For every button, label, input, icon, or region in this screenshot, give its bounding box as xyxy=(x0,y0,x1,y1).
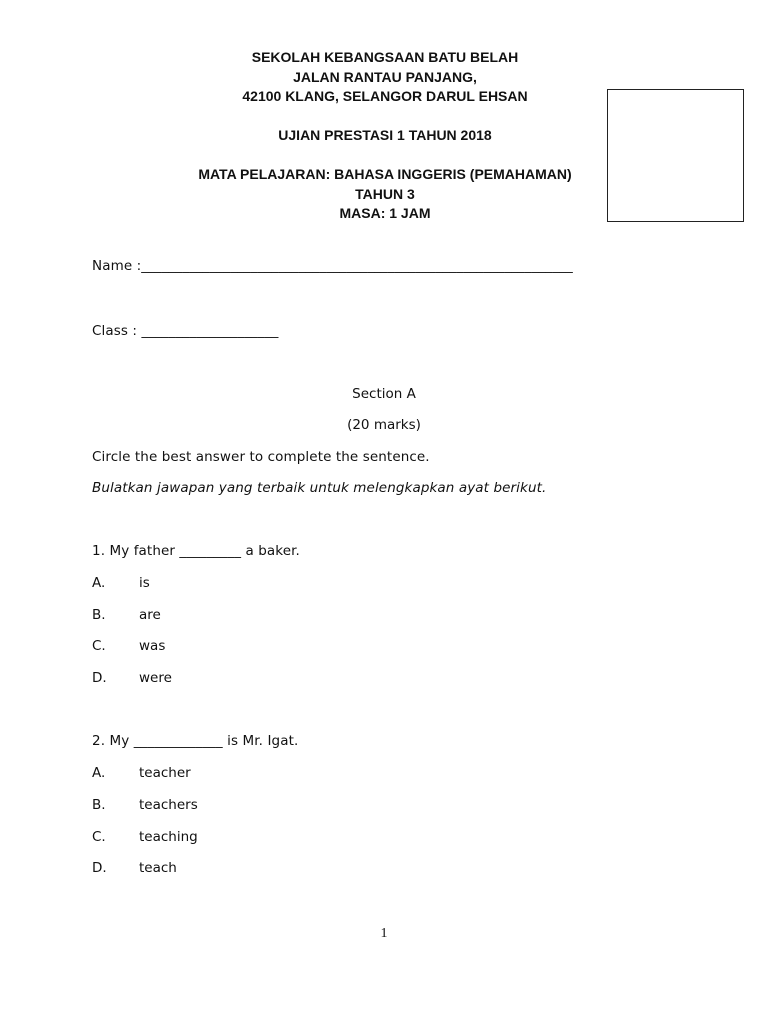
duration-label: MASA: 1 JAM xyxy=(339,205,431,221)
option-letter: C. xyxy=(92,829,106,845)
exam-title: UJIAN PRESTASI 1 TAHUN 2018 xyxy=(278,127,492,143)
instruction-malay: Bulatkan jawapan yang terbaik untuk melengkapkan ayat berikut. xyxy=(92,480,547,496)
school-name: SEKOLAH KEBANGSAAN BATU BELAH xyxy=(251,49,519,65)
option-text: is xyxy=(139,575,150,591)
option-letter: B. xyxy=(92,607,106,623)
instruction-english: Circle the best answer to complete the sentence. xyxy=(92,449,430,465)
question-1-option-a[interactable] xyxy=(92,575,150,591)
option-text: were xyxy=(139,670,172,686)
option-letter: D. xyxy=(92,670,107,686)
option-letter: D. xyxy=(92,860,107,876)
exam-header xyxy=(135,48,635,224)
school-address-line-1: JALAN RANTAU PANJANG, xyxy=(293,68,477,85)
score-box xyxy=(607,89,744,222)
option-text: was xyxy=(139,638,166,654)
year-label: TAHUN 3 xyxy=(355,185,415,202)
option-text: teacher xyxy=(139,765,191,781)
class-field[interactable]: Class : ____________________ xyxy=(92,323,279,339)
school-address-line-2: 42100 KLANG, SELANGOR DARUL EHSAN xyxy=(242,88,528,104)
question-1-option-c[interactable] xyxy=(92,638,165,654)
question-2-option-d[interactable] xyxy=(92,860,177,876)
section-title: Section A xyxy=(352,386,416,402)
section-marks: (20 marks) xyxy=(347,417,421,433)
option-text: teaching xyxy=(139,829,198,845)
option-letter: A. xyxy=(92,765,106,781)
question-2-text: 2. My _____________ is Mr. Igat. xyxy=(92,733,299,749)
question-1-option-b[interactable] xyxy=(92,607,161,623)
option-text: teachers xyxy=(139,797,198,813)
question-2-option-c[interactable] xyxy=(92,829,198,845)
option-letter: A. xyxy=(92,575,106,591)
option-text: teach xyxy=(139,860,177,876)
option-letter: B. xyxy=(92,797,106,813)
name-field[interactable]: Name :_______________________________________________________________ xyxy=(92,258,573,274)
question-2-option-b[interactable] xyxy=(92,797,198,813)
question-2-option-a[interactable] xyxy=(92,765,191,781)
question-1-text: 1. My father _________ a baker. xyxy=(92,543,300,559)
option-letter: C. xyxy=(92,638,106,654)
subject-title: MATA PELAJARAN: BAHASA INGGERIS (PEMAHAMAN) xyxy=(198,166,572,182)
question-1-option-d[interactable] xyxy=(92,670,172,686)
page-number: 1 xyxy=(380,926,388,941)
option-text: are xyxy=(139,607,161,623)
